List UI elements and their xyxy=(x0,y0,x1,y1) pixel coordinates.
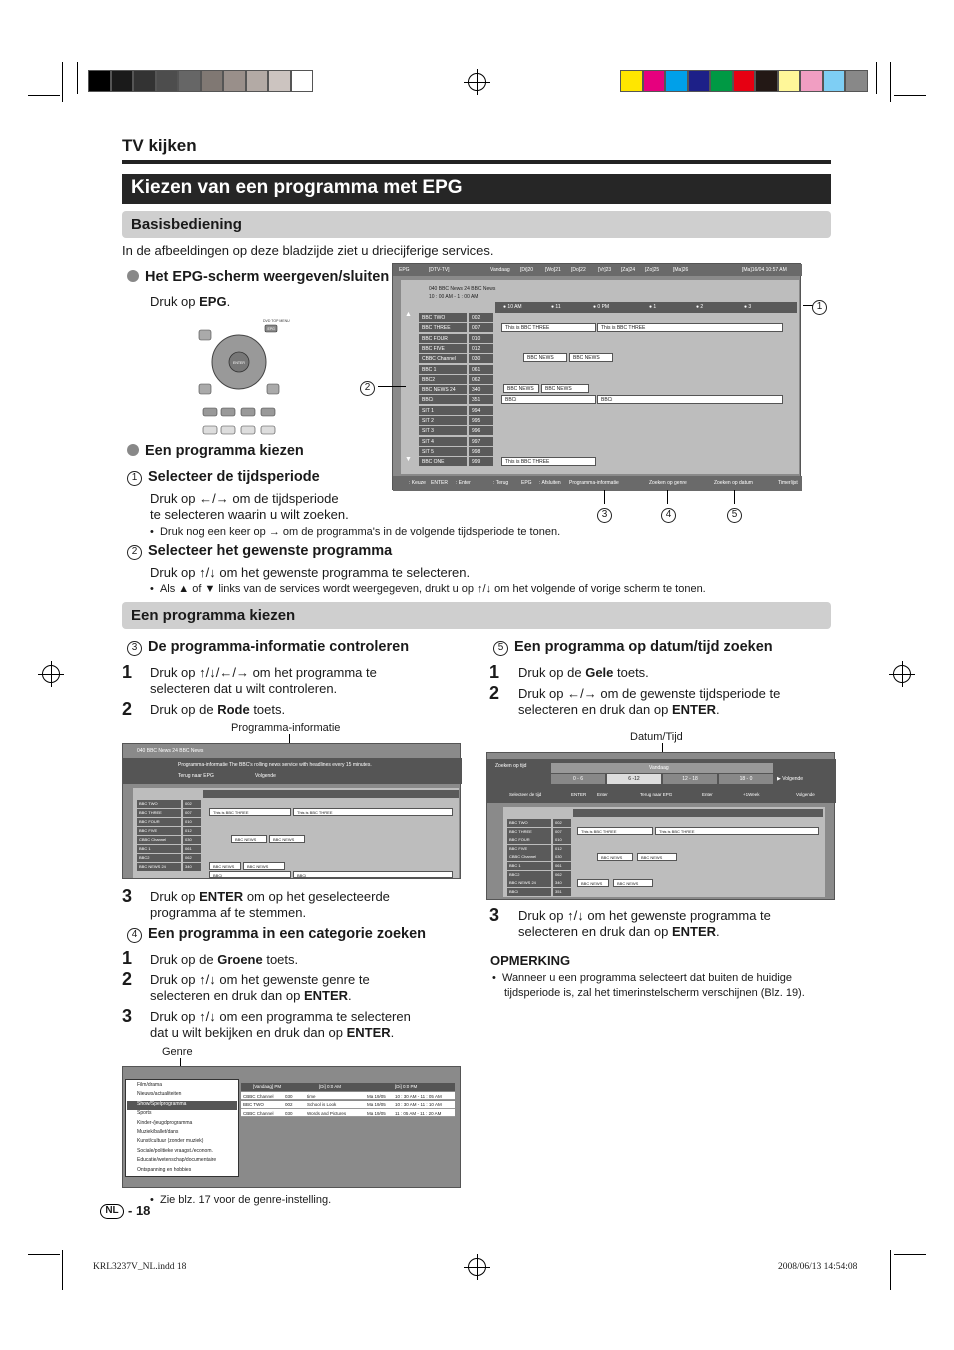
date-slot: 12 - 18 xyxy=(663,774,717,784)
color-swatch xyxy=(733,70,756,92)
color-swatch xyxy=(178,70,201,92)
epg-topbar-item: [Za]24 xyxy=(621,267,636,273)
info-topline: 040 BBC News 24 BBC News xyxy=(137,748,204,754)
date-channel-number: 010 xyxy=(553,836,571,844)
epg-program: This is BBC THREE xyxy=(597,323,783,332)
date-program: This is BBC THREE xyxy=(577,827,653,835)
info-step3: Druk op ENTER om op het geselecteerde xyxy=(150,889,390,904)
step-number: 3 xyxy=(122,886,133,906)
info-step3: programma af te stemmen. xyxy=(150,905,307,920)
step1-note: • Druk nog een keer op → om de programma's in de volgende tijdsperiode te tonen. xyxy=(150,526,561,538)
color-swatch xyxy=(823,70,846,92)
date-program: BBC NEWS xyxy=(597,853,633,861)
epg-channel-name: SIT 4 xyxy=(419,437,467,446)
epg-footer-item: : Enter xyxy=(456,480,471,486)
step-number: 3 xyxy=(122,1006,133,1026)
registration-mark-icon xyxy=(42,665,60,683)
color-swatch xyxy=(291,70,314,92)
callout-5: 5 xyxy=(727,505,748,523)
genre-result-cell: Ma 19/05 xyxy=(367,1093,386,1099)
genre-result-cell: School is Look xyxy=(307,1102,337,1107)
epg-timebar xyxy=(495,302,797,313)
choose-heading: Een programma kiezen xyxy=(127,443,304,459)
genre-footnote: • Zie blz. 17 voor de genre-instelling. xyxy=(150,1194,332,1206)
color-swatch xyxy=(201,70,224,92)
color-swatch xyxy=(710,70,733,92)
step-number: 1 xyxy=(489,662,500,682)
date-step3: selecteren en druk dan op ENTER. xyxy=(518,924,720,939)
scroll-down-icon: ▼ xyxy=(405,456,412,463)
genre-column-header: [Vandaag] PM xyxy=(253,1084,282,1089)
epg-program: BBC NEWS xyxy=(569,353,613,362)
remote-control-icon xyxy=(193,312,290,442)
epg-topbar-item: [Ma]16/04 10:57 AM xyxy=(742,267,787,273)
date-today: Vandaag xyxy=(649,765,669,771)
date-footer-item: Volgende xyxy=(796,792,815,797)
registration-mark-icon xyxy=(468,1258,486,1276)
step-number: 2 xyxy=(489,683,500,703)
epg-footer-item: EPG xyxy=(521,480,532,486)
genre-heading: 4 Een programma in een categorie zoeken xyxy=(127,926,426,943)
info-heading: 3 De programma-informatie controleren xyxy=(127,639,409,656)
epg-footer-item: Programma-informatie xyxy=(569,480,619,486)
info-next-button: Volgende xyxy=(255,773,276,779)
date-channel-number: 002 xyxy=(553,819,571,827)
epg-channel-number: 351 xyxy=(469,395,493,404)
color-swatch xyxy=(223,70,246,92)
epg-topbar-item: EPG xyxy=(399,267,410,273)
info-step1: selecteren dat u wilt controleren. xyxy=(150,681,338,696)
callout-1: 1 xyxy=(812,297,833,315)
genre-result-cell: time xyxy=(307,1093,316,1099)
date-program: This is BBC THREE xyxy=(655,827,819,835)
genre-step1: Druk op de Groene toets. xyxy=(150,952,299,967)
genre-result-cell: 11 : 05 AM - 11 : 20 AM xyxy=(395,1110,442,1116)
crop-mark xyxy=(62,62,63,102)
epg-program: BBC NEWS xyxy=(541,384,589,393)
crop-mark xyxy=(28,95,60,96)
info-program: BBC NEWS xyxy=(243,862,285,870)
genre-screen xyxy=(122,1066,461,1188)
genre-step2: selecteren en druk dan op ENTER. xyxy=(150,988,352,1003)
genre-option: Kunst/cultuur (zonder muziek) xyxy=(137,1138,204,1145)
epg-channel-number: 012 xyxy=(469,344,493,353)
genre-column-header: [Di] 0:0 AM xyxy=(319,1084,342,1089)
epg-channel-name: BBCi xyxy=(419,395,467,404)
color-swatch xyxy=(620,70,643,92)
epg-time-label: ● 0 PM xyxy=(593,304,610,310)
scroll-up-icon: ▲ xyxy=(405,311,412,318)
epg-footer-item: Zoeken op genre xyxy=(649,480,687,486)
subsection-heading-programma: Een programma kiezen xyxy=(122,602,831,629)
info-program: BBC NEWS xyxy=(269,835,305,843)
date-channel-name: BBC2 xyxy=(507,871,551,879)
epg-channel-number: 994 xyxy=(469,406,493,415)
info-timebar xyxy=(203,790,459,798)
genre-step2: Druk op ↑/↓ om het gewenste genre te xyxy=(150,972,370,987)
step-number: 2 xyxy=(122,969,133,989)
info-channel-number: 002 xyxy=(183,800,201,808)
date-program: BBC NEWS xyxy=(577,879,609,887)
info-channel-number: 062 xyxy=(183,854,201,862)
callout-2: 2 xyxy=(360,378,381,396)
epg-channel-number: 007 xyxy=(469,323,493,332)
date-channel-name: BBC FOUR xyxy=(507,836,551,844)
color-swatch xyxy=(156,70,179,92)
epg-info-line: 10 : 00 AM - 1 : 00 AM xyxy=(429,294,479,300)
info-program: BBCi xyxy=(209,871,291,878)
epg-footer-item: : Keuze xyxy=(409,480,426,486)
epg-channel-name: SIT 3 xyxy=(419,426,467,435)
step1-text: te selecteren waarin u wilt zoeken. xyxy=(150,507,349,522)
bullet-icon xyxy=(127,270,139,282)
date-footer-item: Terug naar EPG xyxy=(640,792,673,797)
info-channel-number: 061 xyxy=(183,845,201,853)
info-step2: Druk op de Rode toets. xyxy=(150,702,286,717)
callout-line xyxy=(604,490,605,504)
genre-result-cell: 10 : 30 AM - 11 : 10 AM xyxy=(395,1102,442,1107)
genre-option: Sports xyxy=(137,1110,152,1117)
info-program: BBC NEWS xyxy=(209,862,241,870)
crop-mark xyxy=(62,1250,63,1290)
callout-line xyxy=(378,386,406,387)
color-swatch xyxy=(643,70,666,92)
epg-topbar-item: [Do]22 xyxy=(571,267,586,273)
info-channel-name: BBC2 xyxy=(137,854,181,862)
epg-program: This is BBC THREE xyxy=(501,457,596,466)
epg-topbar-item: [Wo]21 xyxy=(545,267,561,273)
date-heading: 5 Een programma op datum/tijd zoeken xyxy=(493,639,773,656)
epg-channel-number: 997 xyxy=(469,437,493,446)
info-channel-name: CBBC Channel xyxy=(137,836,181,844)
color-swatch xyxy=(688,70,711,92)
color-swatch xyxy=(246,70,269,92)
epg-channel-name: BBC ONE xyxy=(419,457,467,466)
info-channel-name: BBC THREE xyxy=(137,809,181,817)
date-channel-name: BBC TWO xyxy=(507,819,551,827)
date-slot: 6 -12 xyxy=(607,774,661,784)
genre-option: Ontspanning en hobbies xyxy=(137,1166,192,1173)
subsection-heading-basisbediening: Basisbediening xyxy=(122,211,831,238)
date-step3: Druk op ↑/↓ om het gewenste programma te xyxy=(518,908,771,923)
info-channel-number: 010 xyxy=(183,818,201,826)
epg-channel-name: BBC NEWS 24 xyxy=(419,385,467,394)
info-program: This is BBC THREE xyxy=(209,808,291,816)
genre-option: Educatie/wetenschap/documentaire xyxy=(137,1157,217,1164)
info-channel-number: 012 xyxy=(183,827,201,835)
genre-option: Nieuws/actualiteiten xyxy=(137,1091,182,1098)
epg-topbar-item: [Zo]25 xyxy=(645,267,660,273)
registration-mark-icon xyxy=(468,73,486,91)
language-badge: NL xyxy=(100,1204,124,1219)
epg-channel-number: 340 xyxy=(469,385,493,394)
file-name: KRL3237V_NL.indd 18 xyxy=(93,1262,187,1272)
epg-channel-name: BBC TWO xyxy=(419,313,467,322)
date-time-screen xyxy=(486,752,835,900)
genre-option: Film/drama xyxy=(137,1082,163,1088)
epg-channel-number: 061 xyxy=(469,365,493,374)
date-program: BBC NEWS xyxy=(637,853,677,861)
programme-info-screen xyxy=(122,743,461,879)
date-slot: 0 - 6 xyxy=(551,774,605,784)
step2-text: Druk op ↑/↓ om het gewenste programma te selecteren. xyxy=(150,565,471,580)
divider xyxy=(122,160,831,164)
note-text: tijdsperiode is, zal het timerinstelscherm verschijnen (Blz. 19). xyxy=(504,987,805,999)
date-channel-number: 007 xyxy=(553,828,571,836)
genre-result-cell: 10 : 30 AM - 11 : 05 AM xyxy=(395,1093,442,1099)
info-grid xyxy=(133,788,459,878)
date-label: Zoeken op tijd xyxy=(495,763,527,769)
intro-text: In de afbeeldingen op deze bladzijde ziet u driecijferige services. xyxy=(122,243,494,258)
epg-channel-name: BBC 1 xyxy=(419,365,467,374)
date-channel-name: CBBC Channel xyxy=(507,853,551,861)
registration-mark-icon xyxy=(893,665,911,683)
date-next: ▶ Volgende xyxy=(777,776,804,782)
date-channel-name: BBC 1 xyxy=(507,862,551,870)
epg-footer-item: : Afsluiten xyxy=(539,480,561,486)
crop-mark xyxy=(876,62,877,94)
epg-channel-number: 998 xyxy=(469,447,493,456)
show-epg-heading: Het EPG-scherm weergeven/sluiten xyxy=(127,269,389,285)
date-channel-name: BBCi xyxy=(507,888,551,896)
genre-result-cell: BBC TWO xyxy=(243,1102,264,1107)
info-back-button: Terug naar EPG xyxy=(178,773,214,779)
info-caption: Programma-informatie xyxy=(231,722,341,734)
step-number: 1 xyxy=(122,948,133,968)
step-number: 1 xyxy=(122,662,133,682)
genre-option: Muziek/ballet/dans xyxy=(137,1129,179,1135)
epg-channel-name: SIT 2 xyxy=(419,416,467,425)
color-swatch xyxy=(665,70,688,92)
epg-time-label: ● 3 xyxy=(744,304,752,310)
date-program: BBC NEWS xyxy=(613,879,653,887)
genre-result-cell: 002 xyxy=(285,1102,293,1107)
date-channel-name: BBC THREE xyxy=(507,828,551,836)
color-swatch xyxy=(133,70,156,92)
epg-channel-name: BBC2 xyxy=(419,375,467,384)
genre-result-cell: 030 xyxy=(285,1093,293,1099)
date-step2: selecteren en druk dan op ENTER. xyxy=(518,702,720,717)
crop-mark xyxy=(28,1254,60,1255)
date-footer-item: ENTER xyxy=(571,792,587,797)
date-footer-item: Enter xyxy=(702,792,713,797)
epg-channel-number: 996 xyxy=(469,426,493,435)
genre-result-cell: Words and Pictures xyxy=(307,1110,347,1116)
epg-channel-name: SIT 5 xyxy=(419,447,467,456)
info-description: Programma-informatie The BBC's rolling news service with headlines every 15 minutes. xyxy=(178,762,372,768)
genre-step3: dat u wilt bekijken en druk dan op ENTER. xyxy=(150,1025,395,1040)
date-caption: Datum/Tijd xyxy=(630,731,683,743)
section-label: TV kijken xyxy=(122,136,197,155)
show-epg-instruction: Druk op EPG. xyxy=(150,294,231,309)
info-channel-name: BBC TWO xyxy=(137,800,181,808)
info-channel-name: BBC 1 xyxy=(137,845,181,853)
info-channel-number: 030 xyxy=(183,836,201,844)
color-swatch xyxy=(268,70,291,92)
genre-column-header: [Di] 0:0 PM xyxy=(395,1084,418,1089)
epg-footer-item: : Terug xyxy=(493,480,509,486)
gray-swatch-bar xyxy=(88,70,313,92)
color-swatch xyxy=(800,70,823,92)
genre-result-cell: 030 xyxy=(285,1110,293,1116)
epg-channel-number: 999 xyxy=(469,457,493,466)
svg-text:DVD TOP MENU: DVD TOP MENU xyxy=(263,319,290,323)
color-swatch xyxy=(755,70,778,92)
epg-footer-item: Zoeken op datum xyxy=(714,480,753,486)
crop-mark xyxy=(890,62,891,102)
epg-channel-name: BBC THREE xyxy=(419,323,467,332)
date-channel-number: 340 xyxy=(553,879,571,887)
page-number: - 18 xyxy=(128,1203,151,1218)
step1-heading: 1 Selecteer de tijdsperiode xyxy=(127,469,320,486)
genre-option: Kinder-/jeugdprogramma xyxy=(137,1119,193,1126)
genre-result-cell: Ma 19/05 xyxy=(367,1110,386,1116)
info-channel-name: BBC NEWS 24 xyxy=(137,863,181,871)
date-step1: Druk op de Gele toets. xyxy=(518,665,649,680)
info-channel-name: BBC FIVE xyxy=(137,827,181,835)
epg-footer-item: ENTER xyxy=(431,480,448,486)
date-footer-item: Selecteer de tijd xyxy=(509,792,542,797)
epg-time-label: ● 11 xyxy=(551,304,561,310)
epg-topbar-item: [DTV-TV] xyxy=(429,267,450,273)
epg-channel-number: 062 xyxy=(469,375,493,384)
callout-3: 3 xyxy=(597,505,618,523)
note-heading: OPMERKING xyxy=(490,953,571,968)
info-program: BBC NEWS xyxy=(231,835,267,843)
epg-info-line: 040 BBC News 24 BBC News xyxy=(429,286,496,292)
crop-mark xyxy=(894,95,926,96)
callout-4: 4 xyxy=(661,505,682,523)
epg-program: BBCi xyxy=(501,395,596,404)
info-channel-number: 007 xyxy=(183,809,201,817)
epg-program: BBCi xyxy=(597,395,783,404)
info-channel-number: 340 xyxy=(183,863,201,871)
date-channel-number: 030 xyxy=(553,853,571,861)
genre-result-cell: Ma 19/05 xyxy=(367,1102,386,1107)
info-step1: Druk op ↑/↓/←/→ om het programma te xyxy=(150,665,377,680)
color-swatch xyxy=(111,70,134,92)
date-channel-number: 062 xyxy=(553,871,571,879)
crop-mark xyxy=(894,1254,926,1255)
date-channel-name: BBC FIVE xyxy=(507,845,551,853)
genre-caption: Genre xyxy=(162,1046,193,1058)
genre-step3: Druk op ↑/↓ om een programma te selecteren xyxy=(150,1009,411,1024)
epg-topbar-item: [Ma]26 xyxy=(673,267,689,273)
color-swatch xyxy=(845,70,868,92)
color-swatch xyxy=(88,70,111,92)
epg-channel-number: 010 xyxy=(469,334,493,343)
crop-mark xyxy=(890,1250,891,1290)
svg-text:EPG: EPG xyxy=(267,327,275,331)
date-timebar xyxy=(573,809,823,817)
epg-program: BBC NEWS xyxy=(503,384,539,393)
bullet-icon xyxy=(127,444,139,456)
epg-program: This is BBC THREE xyxy=(501,323,596,332)
epg-time-label: ● 2 xyxy=(696,304,704,310)
genre-result-cell: CBBC Channel xyxy=(243,1110,274,1116)
info-channel-name: BBC FOUR xyxy=(137,818,181,826)
date-footer-item: Enter xyxy=(597,792,608,797)
epg-topbar-item: [Vr]23 xyxy=(598,267,612,273)
page-title: Kiezen van een programma met EPG xyxy=(122,174,831,204)
date-channel-number: 012 xyxy=(553,845,571,853)
step2-note: • Als ▲ of ▼ links van de services wordt weergegeven, drukt u op ↑/↓ om het volgende of vorige scherm te tonen. xyxy=(150,583,706,595)
date-grid xyxy=(503,807,825,897)
genre-option: Show/Spelprogramma xyxy=(127,1101,237,1110)
date-channel-number: 061 xyxy=(553,862,571,870)
epg-time-label: ● 1 xyxy=(649,304,657,310)
color-swatch-bar xyxy=(620,70,868,92)
epg-channel-name: CBBC Channel xyxy=(419,354,467,363)
epg-time-label: ● 10 AM xyxy=(503,304,522,310)
print-date: 2008/06/13 14:54:08 xyxy=(778,1262,858,1272)
genre-option: Sociale/politieke vraagst./econom. xyxy=(137,1147,213,1154)
date-step2: Druk op ←/→ om de gewenste tijdsperiode te xyxy=(518,686,781,701)
genre-result-cell: CBBC Channel xyxy=(243,1093,274,1099)
epg-channel-number: 002 xyxy=(469,313,493,322)
date-slot: 18 - 0 xyxy=(719,774,773,784)
info-program: BBCi xyxy=(293,871,453,878)
epg-channel-number: 030 xyxy=(469,354,493,363)
epg-program: BBC NEWS xyxy=(523,353,567,362)
info-program: This is BBC THREE xyxy=(293,808,453,816)
date-channel-name: BBC NEWS 24 xyxy=(507,879,551,887)
color-swatch xyxy=(778,70,801,92)
epg-footer-item: Timerlijst xyxy=(778,480,798,486)
epg-channel-name: BBC FIVE xyxy=(419,344,467,353)
epg-channel-name: SIT 1 xyxy=(419,406,467,415)
date-channel-number: 351 xyxy=(553,888,571,896)
epg-screen xyxy=(392,263,801,490)
svg-text:ENTER: ENTER xyxy=(233,361,245,365)
callout-line xyxy=(734,490,735,504)
step-number: 3 xyxy=(489,905,500,925)
step1-text: Druk op ←/→ om de tijdsperiode xyxy=(150,491,339,506)
step-number: 2 xyxy=(122,699,133,719)
crop-mark xyxy=(77,62,78,94)
note-text: • Wanneer u een programma selecteert dat buiten de huidige xyxy=(492,972,793,984)
epg-topbar-item: [Di]20 xyxy=(520,267,534,273)
callout-line xyxy=(667,490,668,504)
date-footer-item: +1Week xyxy=(743,792,760,797)
epg-channel-name: BBC FOUR xyxy=(419,334,467,343)
epg-channel-number: 995 xyxy=(469,416,493,425)
step2-heading: 2 Selecteer het gewenste programma xyxy=(127,543,392,560)
epg-topbar-item: Vandaag xyxy=(490,267,510,273)
